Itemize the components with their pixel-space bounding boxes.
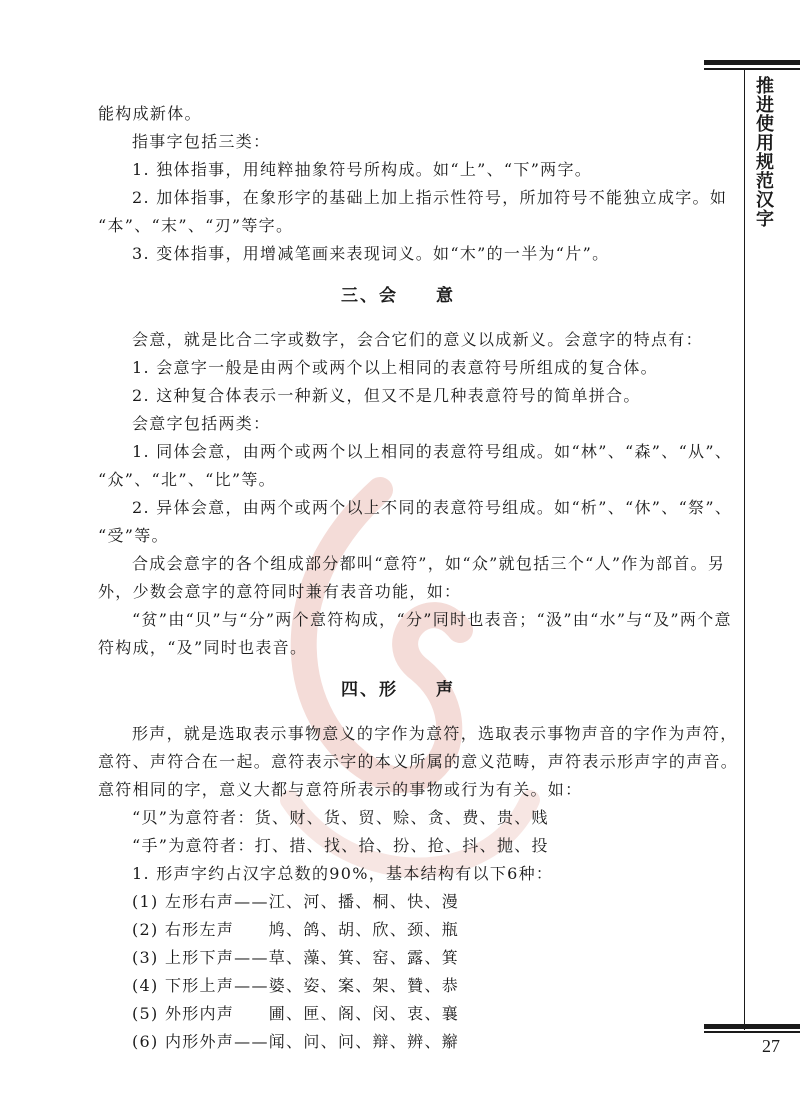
paragraph-line: 能构成新体。 [98,104,202,123]
list-item-continuation: “受”等。 [98,526,169,545]
paragraph-line: 会意字包括两类： [132,414,271,433]
structure-item: (4) 下形上声——婆、姿、案、架、贊、恭 [132,976,460,995]
list-item: 1. 形声字约占汉字总数的90%，基本结构有以下6种： [132,864,554,883]
example-line: “手”为意符者：打、措、找、拾、扮、抢、抖、抛、投 [132,836,549,855]
example-line: “贝”为意符者：货、财、货、贸、赊、贪、费、贵、贱 [132,808,549,827]
list-item: 1. 同体会意，由两个或两个以上相同的表意符号组成。如“林”、“森”、“从”、 [132,442,733,461]
sidebar-top-rule-thin [704,68,800,70]
footer-rule [704,1024,800,1029]
paragraph-line: 符构成，“及”同时也表音。 [98,638,308,657]
list-item-continuation: “众”、“北”、“比”等。 [98,470,276,489]
structure-item: (5) 外形内声 圃、匣、阁、闵、衷、襄 [132,1004,460,1023]
list-item: 2. 这种复合体表示一种新义，但又不是几种表意符号的简单拼合。 [132,386,641,405]
structure-item: (3) 上形下声——草、藻、箕、窑、露、箕 [132,948,460,967]
sidebar-top-rule [704,60,800,65]
list-item-continuation: “本”、“末”、“刃”等字。 [98,216,294,235]
page-number: 27 [762,1036,780,1056]
list-item: 1. 会意字一般是由两个或两个以上相同的表意符号所组成的复合体。 [132,358,658,377]
structure-item: (6) 内形外声——闻、问、问、辩、辨、辮 [132,1032,460,1051]
sidebar-vertical-rule [744,70,745,1030]
sidebar-title: 推进使用规范汉字 [753,76,774,228]
page-body [98,100,739,1056]
list-item: 1. 独体指事，用纯粹抽象符号所构成。如“上”、“下”两字。 [132,160,593,179]
paragraph-line: 意符、声符合在一起。意符表示字的本义所属的意义范畴，声符表示形声字的声音。 [98,752,739,771]
structure-item: (1) 左形右声——江、河、播、桐、快、漫 [132,892,460,911]
paragraph-line: 形声，就是选取表示事物意义的字作为意符，选取表示事物声音的字作为声符， [132,724,738,743]
section-heading: 三、会 意 [341,286,455,306]
paragraph-line: 指事字包括三类： [132,132,271,151]
paragraph-line: 合成会意字的各个组成部分都叫“意符”，如“众”就包括三个“人”作为部首。另 [132,554,726,573]
list-item: 2. 加体指事，在象形字的基础上加上指示性符号，所加符号不能独立成字。如 [132,188,728,207]
footer-rule-thin [704,1031,800,1033]
paragraph-line: 外，少数会意字的意符同时兼有表音功能，如： [98,582,462,601]
section-heading: 四、形 声 [341,680,455,700]
paragraph-line: 意符相同的字，意义大都与意符所表示的事物或行为有关。如： [98,780,583,799]
structure-item: (2) 右形左声 鸠、鸽、胡、欣、颈、瓶 [132,920,460,939]
list-item: 2. 异体会意，由两个或两个以上不同的表意符号组成。如“析”、“休”、“祭”、 [132,498,733,517]
paragraph-line: “贫”由“贝”与“分”两个意符构成，“分”同时也表音；“汲”由“水”与“及”两个意 [132,610,732,629]
paragraph-line: 会意，就是比合二字或数字，会合它们的意义以成新义。会意字的特点有： [132,330,703,349]
list-item: 3. 变体指事，用增减笔画来表现词义。如“木”的一半为“片”。 [132,244,610,263]
